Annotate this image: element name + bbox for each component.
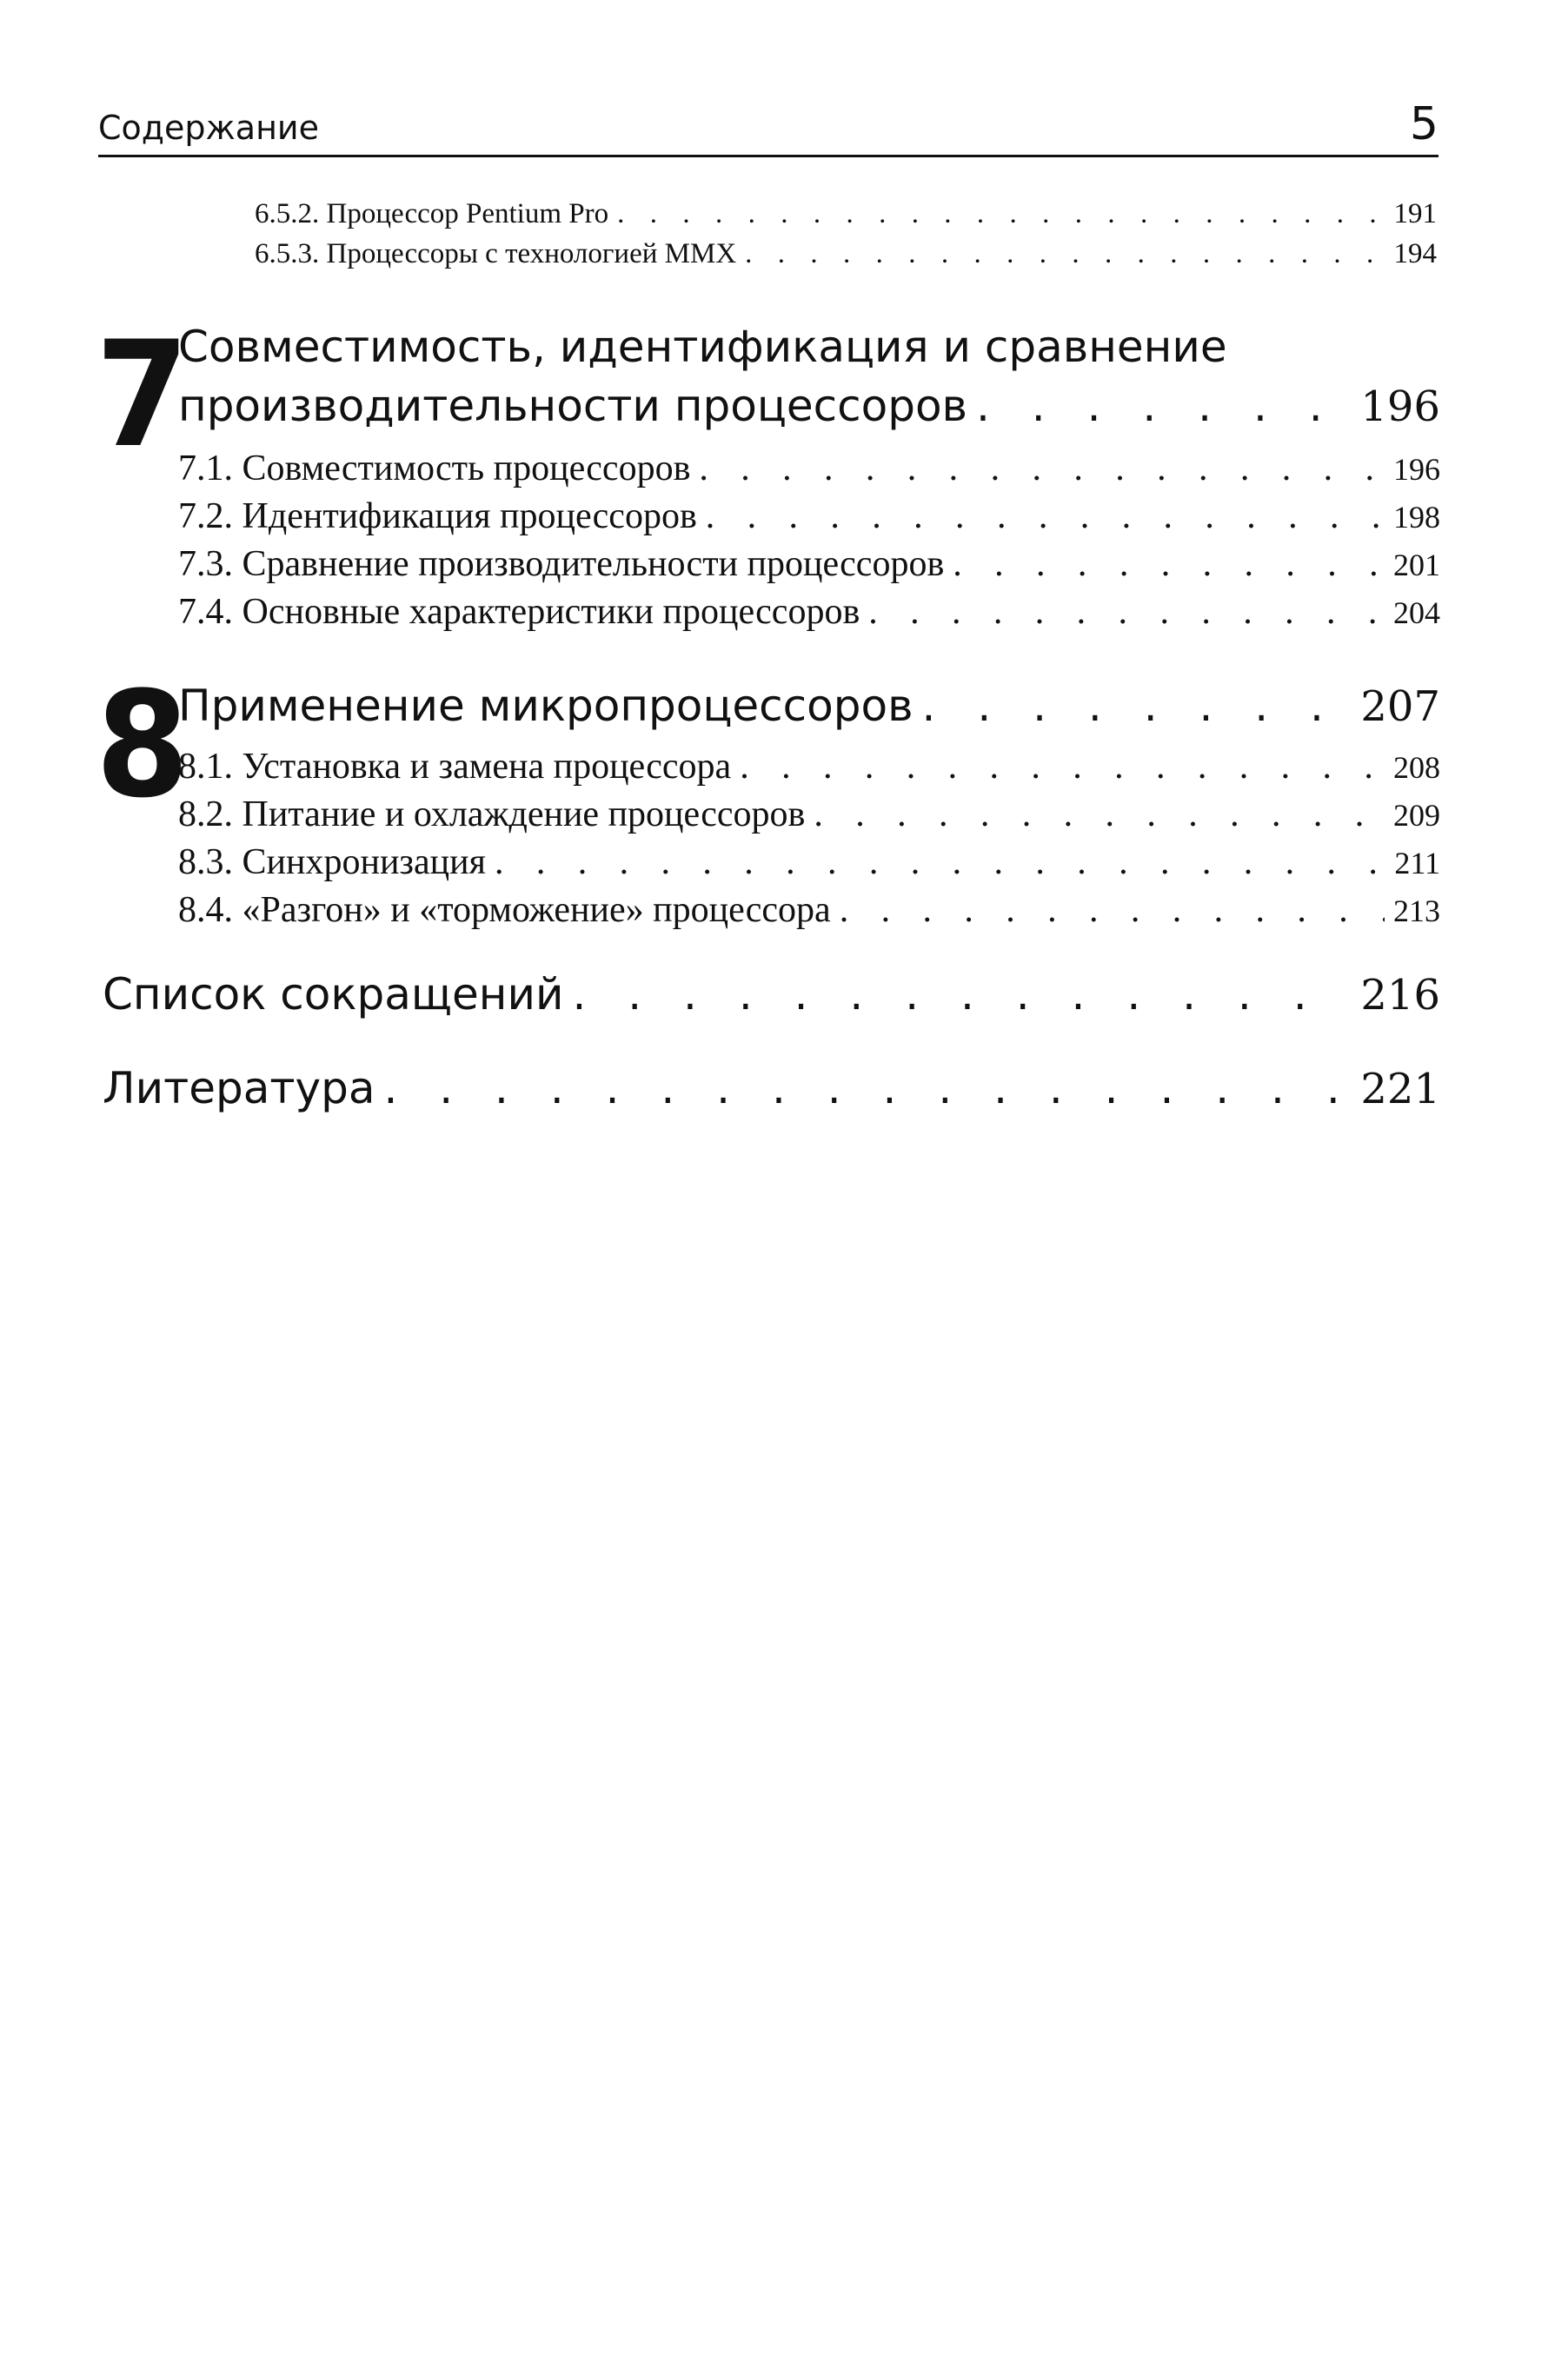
dot-leader bbox=[495, 841, 1385, 883]
toc-entry-page: 196 bbox=[1393, 452, 1440, 487]
toc-entry-7-2[interactable] bbox=[178, 495, 1440, 537]
running-header bbox=[98, 87, 1438, 157]
toc-entry-7-1[interactable] bbox=[178, 448, 1440, 489]
toc-entry-page: 208 bbox=[1393, 750, 1440, 785]
dot-leader bbox=[976, 381, 1352, 431]
chapter-8-heading[interactable] bbox=[178, 681, 1440, 731]
toc-entry-label: 6.5.2. Процессор Pentium Pro bbox=[255, 198, 609, 229]
toc-entry-page: 191 bbox=[1393, 198, 1437, 229]
toc-entry-8-4[interactable] bbox=[178, 889, 1440, 931]
toc-entry-8-2[interactable] bbox=[178, 794, 1440, 835]
toc-entry-8-1[interactable] bbox=[178, 746, 1440, 787]
toc-entry-page: 198 bbox=[1393, 500, 1440, 535]
toc-entry-abbreviations[interactable] bbox=[103, 969, 1440, 1020]
toc-entry-7-4[interactable] bbox=[178, 591, 1440, 633]
chapter-7-number: 7 bbox=[96, 309, 189, 480]
toc-entry-7-3[interactable] bbox=[178, 543, 1440, 585]
toc-entry-label: Список сокращений bbox=[103, 969, 564, 1020]
toc-entry-6-5-2[interactable] bbox=[255, 198, 1437, 230]
toc-entry-label: 7.1. Совместимость процессоров bbox=[178, 448, 691, 488]
page-number: 5 bbox=[1409, 98, 1438, 150]
toc-entry-page: 194 bbox=[1393, 238, 1437, 269]
dot-leader bbox=[699, 448, 1385, 489]
toc-entry-page: 221 bbox=[1360, 1065, 1440, 1113]
toc-entry-label: 7.2. Идентификация процессоров bbox=[178, 496, 697, 536]
toc-entry-label: 7.3. Сравнение производительности процессоров bbox=[178, 544, 945, 584]
toc-entry-page: 216 bbox=[1360, 971, 1440, 1020]
dot-leader bbox=[740, 746, 1385, 787]
toc-entry-label: 8.2. Питание и охлаждение процессоров bbox=[178, 794, 806, 834]
chapter-7-title-line1[interactable]: Совместимость, идентификация и сравнение bbox=[178, 322, 1227, 372]
chapter-8-title: Применение микропроцессоров bbox=[178, 681, 914, 731]
toc-entry-label: Литература bbox=[103, 1063, 375, 1113]
chapter-8-page: 207 bbox=[1360, 682, 1440, 731]
dot-leader bbox=[383, 1063, 1352, 1113]
toc-entry-8-3[interactable] bbox=[178, 841, 1440, 883]
chapter-7-page: 196 bbox=[1360, 382, 1440, 431]
dot-leader bbox=[745, 238, 1385, 270]
dot-leader bbox=[814, 794, 1385, 835]
toc-entry-label: 8.1. Установка и замена процессора bbox=[178, 747, 732, 787]
toc-entry-label: 8.3. Синхронизация bbox=[178, 842, 486, 882]
toc-entry-label: 6.5.3. Процессоры с технологией MMX bbox=[255, 238, 737, 269]
toc-entry-page: 211 bbox=[1394, 846, 1440, 880]
toc-entry-page: 201 bbox=[1393, 548, 1440, 582]
dot-leader bbox=[840, 889, 1385, 931]
toc-entry-label: 8.4. «Разгон» и «торможение» процессора bbox=[178, 890, 831, 930]
toc-entry-page: 209 bbox=[1393, 798, 1440, 833]
dot-leader bbox=[706, 495, 1385, 537]
chapter-7-title-line2: производительности процессоров bbox=[178, 381, 968, 431]
chapter-7-heading[interactable] bbox=[178, 381, 1440, 431]
toc-entry-page: 204 bbox=[1393, 595, 1440, 630]
toc-entry-page: 213 bbox=[1393, 894, 1440, 928]
dot-leader bbox=[922, 681, 1352, 731]
running-title: Содержание bbox=[98, 109, 319, 147]
toc-entry-literature[interactable] bbox=[103, 1063, 1440, 1113]
dot-leader bbox=[953, 543, 1385, 585]
chapter-8-number: 8 bbox=[96, 660, 189, 830]
dot-leader bbox=[572, 969, 1352, 1020]
toc-entry-6-5-3[interactable] bbox=[255, 238, 1437, 270]
dot-leader bbox=[617, 198, 1385, 230]
toc-entry-label: 7.4. Основные характеристики процессоров bbox=[178, 592, 860, 632]
dot-leader bbox=[868, 591, 1385, 633]
